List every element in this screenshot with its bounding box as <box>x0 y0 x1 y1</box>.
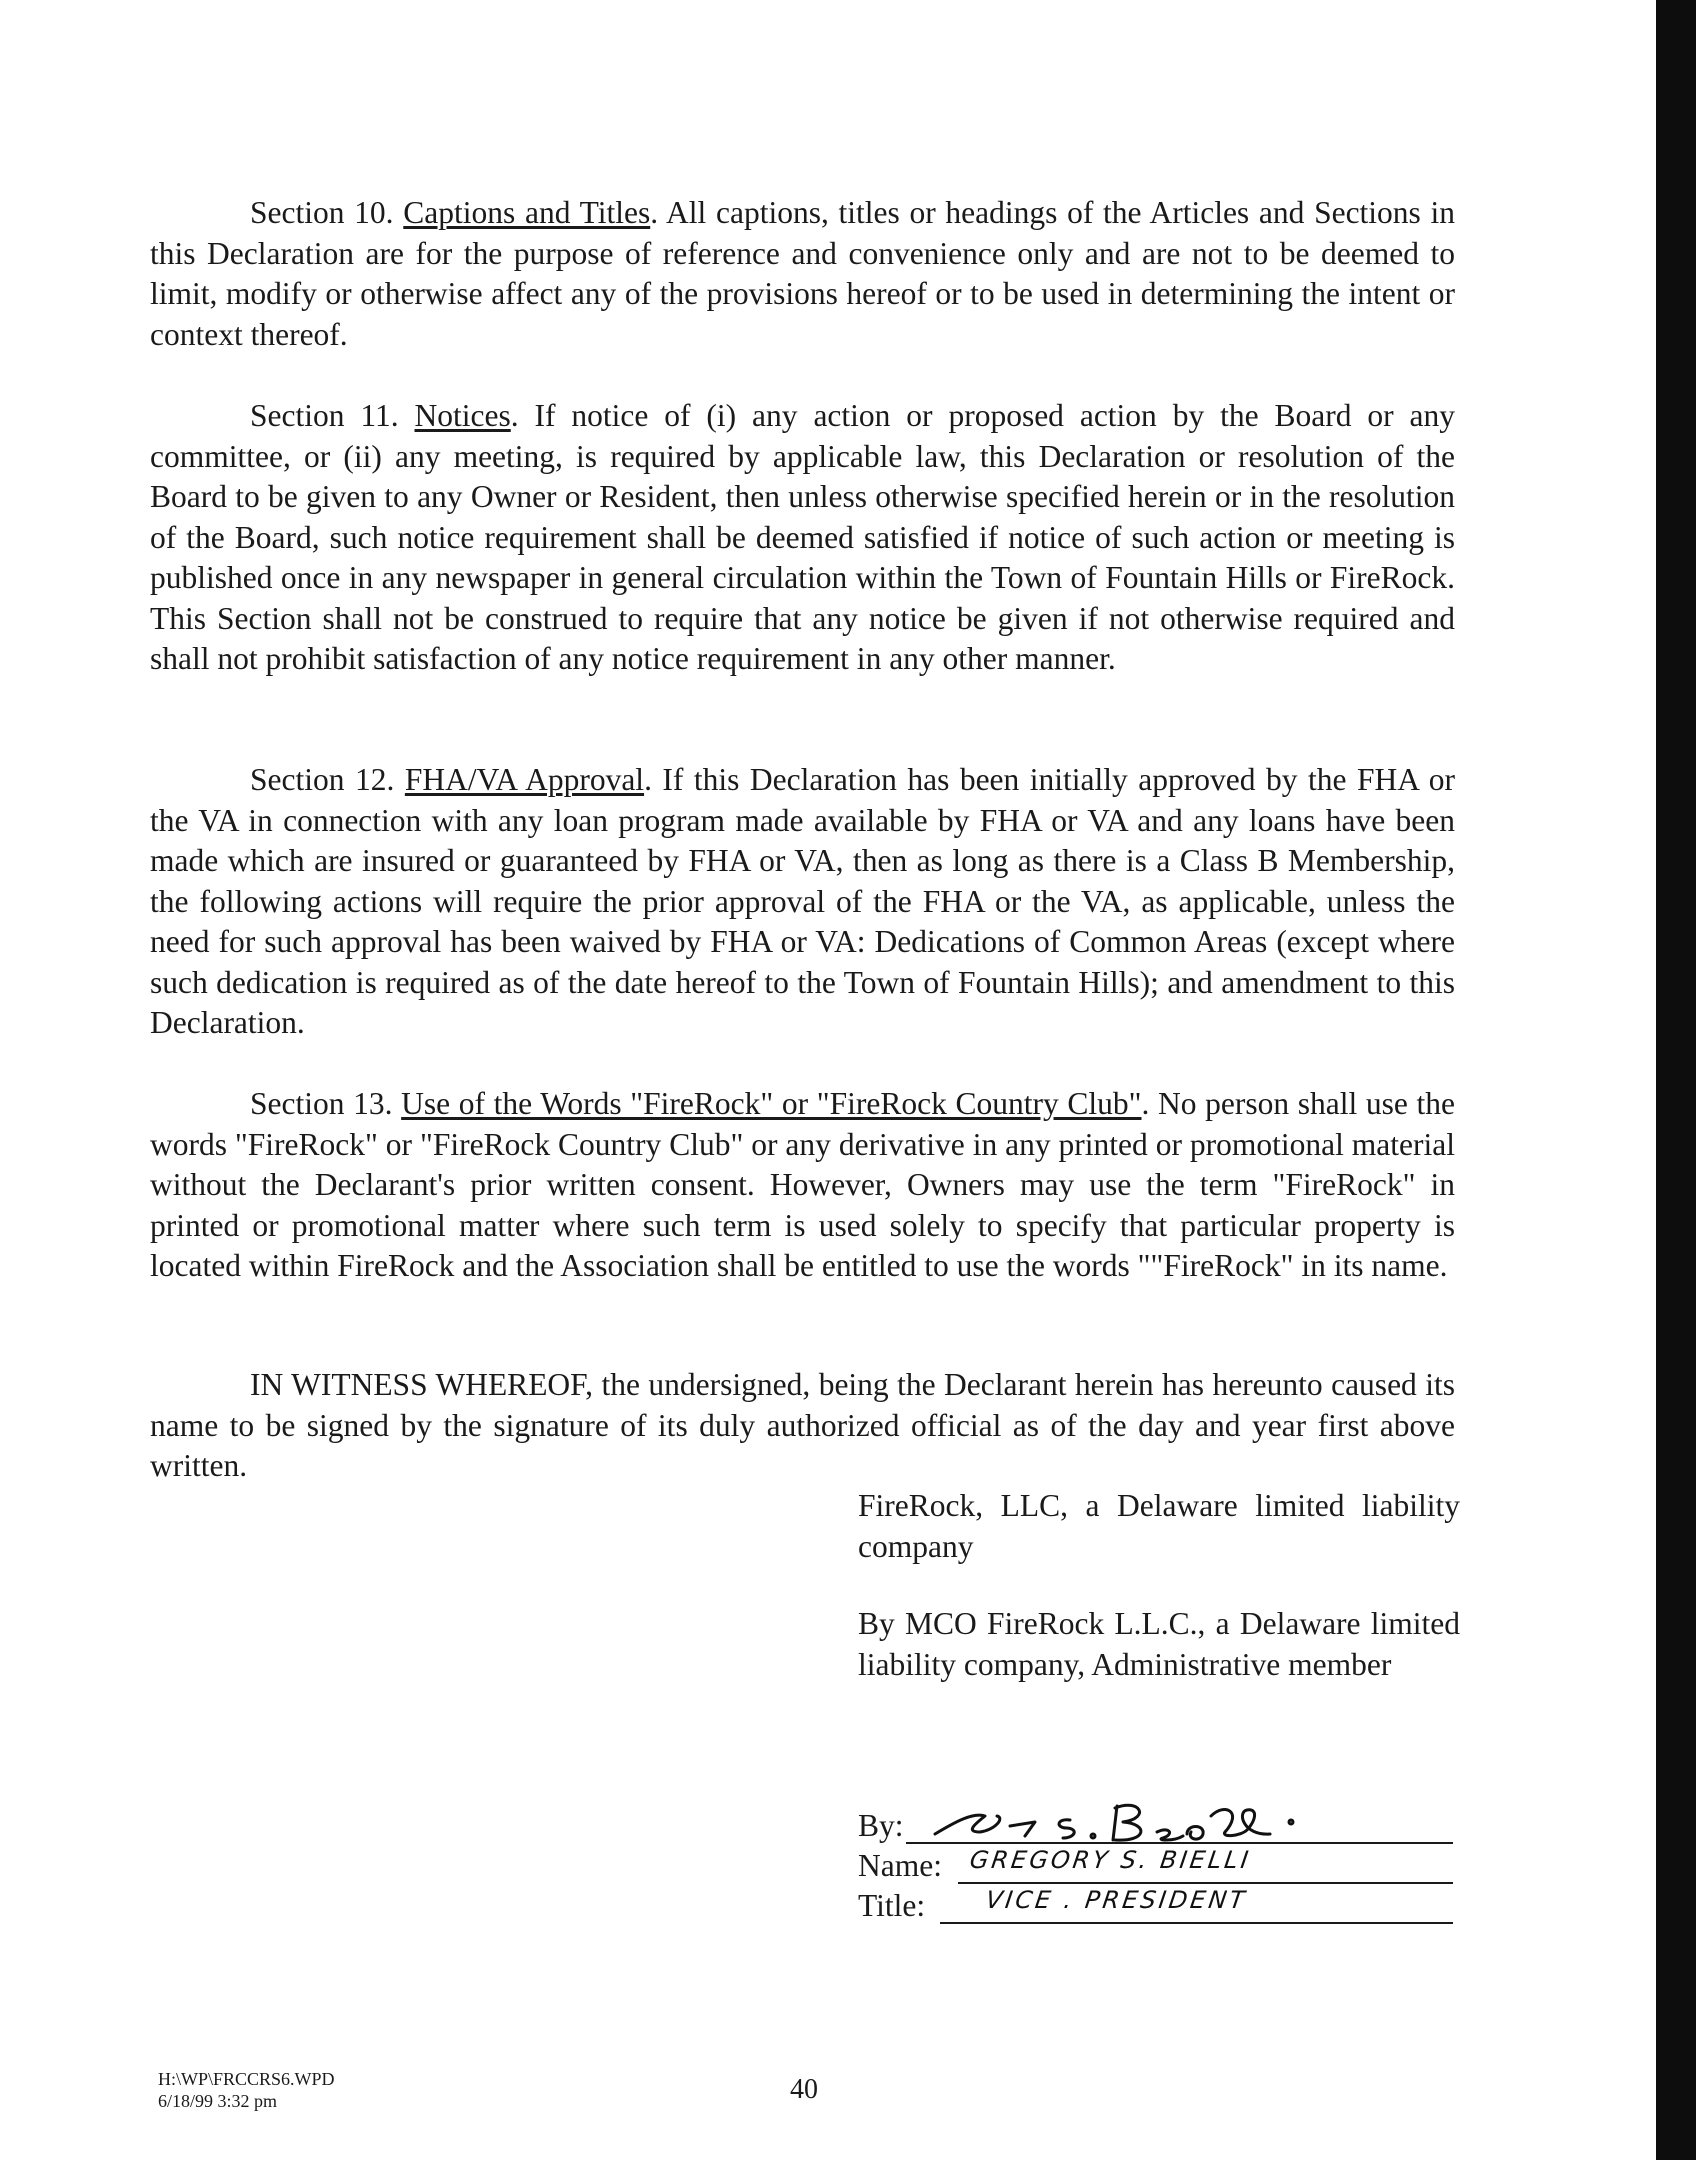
footer-file-info <box>158 2068 335 2112</box>
witness-text: IN WITNESS WHEREOF, the undersigned, being the Declarant herein has hereunto caused its name to be signed by the signature of its duly authorized official as of the day and year first above written. <box>150 1367 1455 1483</box>
title-rule <box>940 1922 1453 1924</box>
section-11-body: . If notice of (i) any action or proposed action by the Board or any committee, or (ii) any meeting, is required by applicable law, this Declaration or resolution of the Board to be given to any Owner or Resident, then unless otherwise specified herein or in the resolution of the Board, such notice requirement shall be deemed satisfied if notice of such action or meeting is published once in any newspaper in general circulation within the Town of Fountain Hills or FireRock. This Section shall not be construed to require that any notice be given if not otherwise required and shall not prohibit satisfaction of any notice requirement in any other manner. <box>150 398 1456 676</box>
by-label: By: <box>858 1808 904 1843</box>
title-handwritten: VICE . PRESIDENT <box>984 1886 1250 1914</box>
section-13-body: . No person shall use the words "FireRock" or "FireRock Country Club" or any derivative in any printed or promotional material without the Declarant's prior written consent. However, Owners may use the term "FireRock" in printed or promotional matter where such term is used solely to specify that particular property is located within FireRock and the Association shall be entitled to use the words ""FireRock" in its name. <box>150 1086 1455 1283</box>
footer-file-path: H:\WP\FRCCRS6.WPD <box>158 2069 335 2089</box>
page-number: 40 <box>790 2074 818 2105</box>
section-10 <box>150 193 1455 355</box>
section-12-heading: FHA/VA Approval <box>404 762 645 797</box>
section-12-label: Section 12. <box>250 762 395 797</box>
name-label: Name: <box>858 1848 942 1883</box>
section-13-label: Section 13. <box>250 1086 393 1121</box>
section-10-heading: Captions and Titles <box>403 195 651 230</box>
section-11-heading: Notices <box>414 398 511 433</box>
section-12-body: . If this Declaration has been initially approved by the FHA or the VA in connection with any loan program made available by FHA or VA and any loans have been made which are insured or guaranteed by FHA or VA, then as long as there is a Class B Membership, the following actions will require the prior approval of the FHA or the VA, as applicable, unless the need for such approval has been waived by FHA or VA: Dedications of Common Areas (except where such dedication is required as of the date hereof to the Town of Fountain Hills); and amendment to this Declaration. <box>150 762 1455 1040</box>
section-13-heading: Use of the Words "FireRock" or "FireRock Country Club" <box>401 1086 1142 1121</box>
section-10-label: Section 10. <box>250 195 394 230</box>
signatory-member: By MCO FireRock L.L.C., a Delaware limited liability company, Administrative member <box>858 1606 1460 1682</box>
section-12 <box>150 760 1455 1044</box>
section-11-label: Section 11. <box>250 398 399 433</box>
name-handwritten: GREGORY S. BIELLI <box>968 1846 1253 1874</box>
signatory-company: FireRock, LLC, a Delaware limited liability company <box>858 1488 1460 1564</box>
witness-paragraph <box>150 1365 1455 1487</box>
title-label: Title: <box>858 1888 926 1923</box>
section-13 <box>150 1084 1455 1287</box>
scan-edge-bar <box>1656 0 1696 2160</box>
title-line <box>858 1886 1453 1926</box>
footer-file-date: 6/18/99 3:32 pm <box>158 2091 278 2111</box>
section-10-body: . All captions, titles or headings of the Articles and Sections in this Declaration are for the purpose of reference and convenience only and are not to be deemed to limit, modify or otherwise affect any of the provisions hereof or to be used in determining the intent or context thereof. <box>150 195 1456 352</box>
section-11 <box>150 396 1455 680</box>
